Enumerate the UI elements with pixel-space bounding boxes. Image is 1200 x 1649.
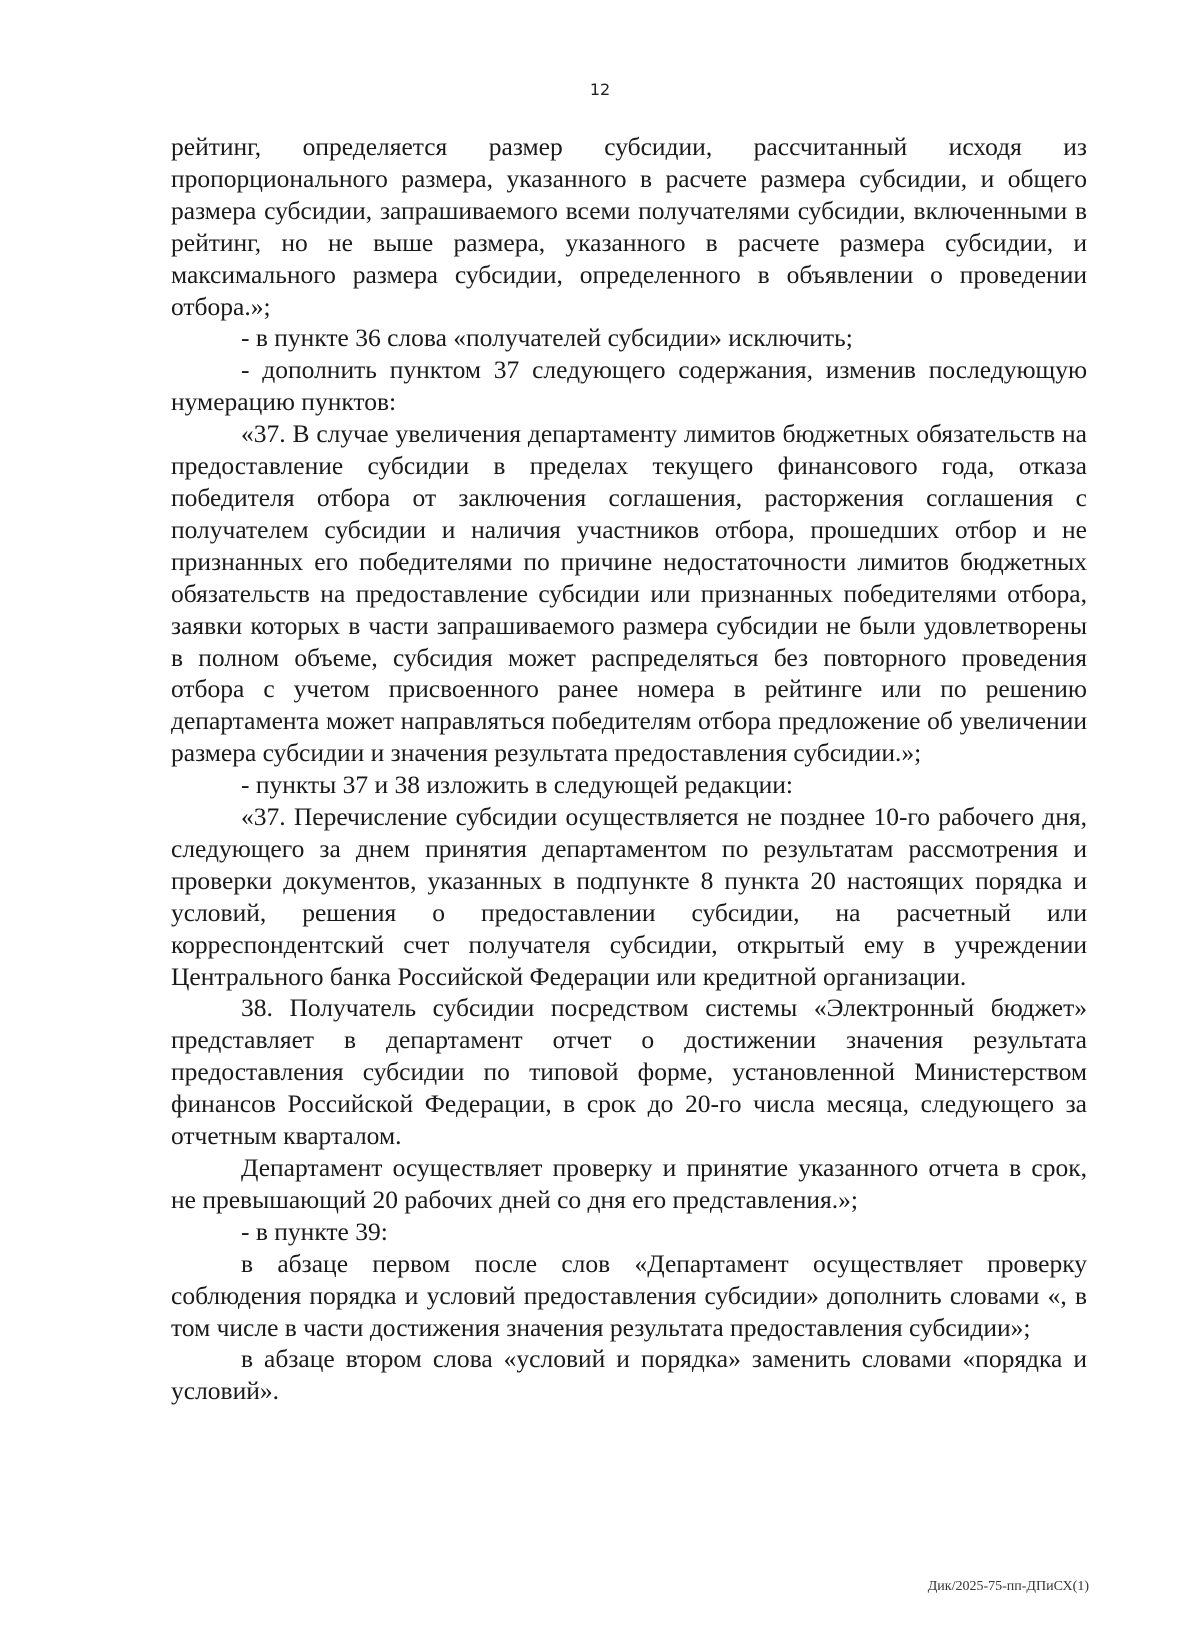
paragraph-first-abzac: в абзаце первом после слов «Департамент осуществляет проверку соблюдения порядка и условий предоставления субсидии» дополнить словами «, в том числе в части достижения значения результата предоставления субсидии»; (171, 1248, 1087, 1342)
paragraph-rating-continuation: рейтинг, определяется размер субсидии, рассчитанный исходя из пропорционального размера, указанного в расчете размера субсидии, и общего размера субсидии, запрашиваемого всеми получателями субсидии, включенными в рейтинг, но не выше размера, указанного в расчете размера субсидии, и максимального размера субсидии, определенного в объявлении о проведении отбора.»; (171, 132, 1087, 321)
paragraph-new-item-37: «37. В случае увеличения департаменту лимитов бюджетных обязательств на предоставление субсидии в пределах текущего финансового года, отказа победителя отбора от заключения соглашения, расторжения соглашения с получателем субсидии и наличия участников отбора, прошедших отбор и не признанных его победителями по причине недостаточности лимитов бюджетных обязательств на предоставление субсидии или признанных победителями отбора, заявки которых в части запрашиваемого размера субсидии не были удовлетворены в полном объеме, субсидия может распределяться без повторного проведения отбора с учетом присвоенного ранее номера в рейтинге или по решению департамента может направляться победителям отбора предложение об увеличении размера субсидии и значения результата предоставления субсидии.»; (171, 419, 1087, 768)
page-number: 12 (589, 80, 611, 99)
document-body (171, 131, 1087, 1407)
paragraph-item-39: - в пункте 39: (241, 1216, 388, 1246)
paragraph-second-abzac: в абзаце втором слова «условий и порядка» заменить словами «порядка и условий». (171, 1344, 1087, 1406)
paragraph-item-37-transfer: «37. Перечисление субсидии осуществляется не позднее 10-го рабочего дня, следующего за днем принятия департаментом по результатам рассмотрения и проверки документов, указанных в подпункте 8 пункта 20 настоящих порядка и условий, решения о предоставлении субсидии, на расчетный или корреспондентский счет получателя субсидии, открытый ему в учреждении Центрального банка Российской Федерации или кредитной организации. (171, 802, 1087, 991)
paragraph-add-item-37: - дополнить пунктом 37 следующего содержания, изменив последующую нумерацию пунктов: (171, 355, 1087, 417)
document-code: Дик/2025-75-пп-ДПиСХ(1) (927, 1579, 1089, 1594)
paragraph-item-38-report: 38. Получатель субсидии посредством системы «Электронный бюджет» представляет в департамент отчет о достижении значения результата предоставления субсидии по типовой форме, установленной Министерством финансов Российской Федерации, в срок до 20-го числа месяца, следующего за отчетным кварталом. (171, 993, 1087, 1151)
paragraph-report-check: Департамент осуществляет проверку и принятие указанного отчета в срок, не превышающий 20 рабочих дней со дня его представления.»; (171, 1153, 1087, 1214)
paragraph-item-36: - в пункте 36 слова «получателей субсидии» исключить; (241, 323, 853, 353)
paragraph-items-37-38-edit: - пункты 37 и 38 изложить в следующей редакции: (241, 770, 793, 800)
